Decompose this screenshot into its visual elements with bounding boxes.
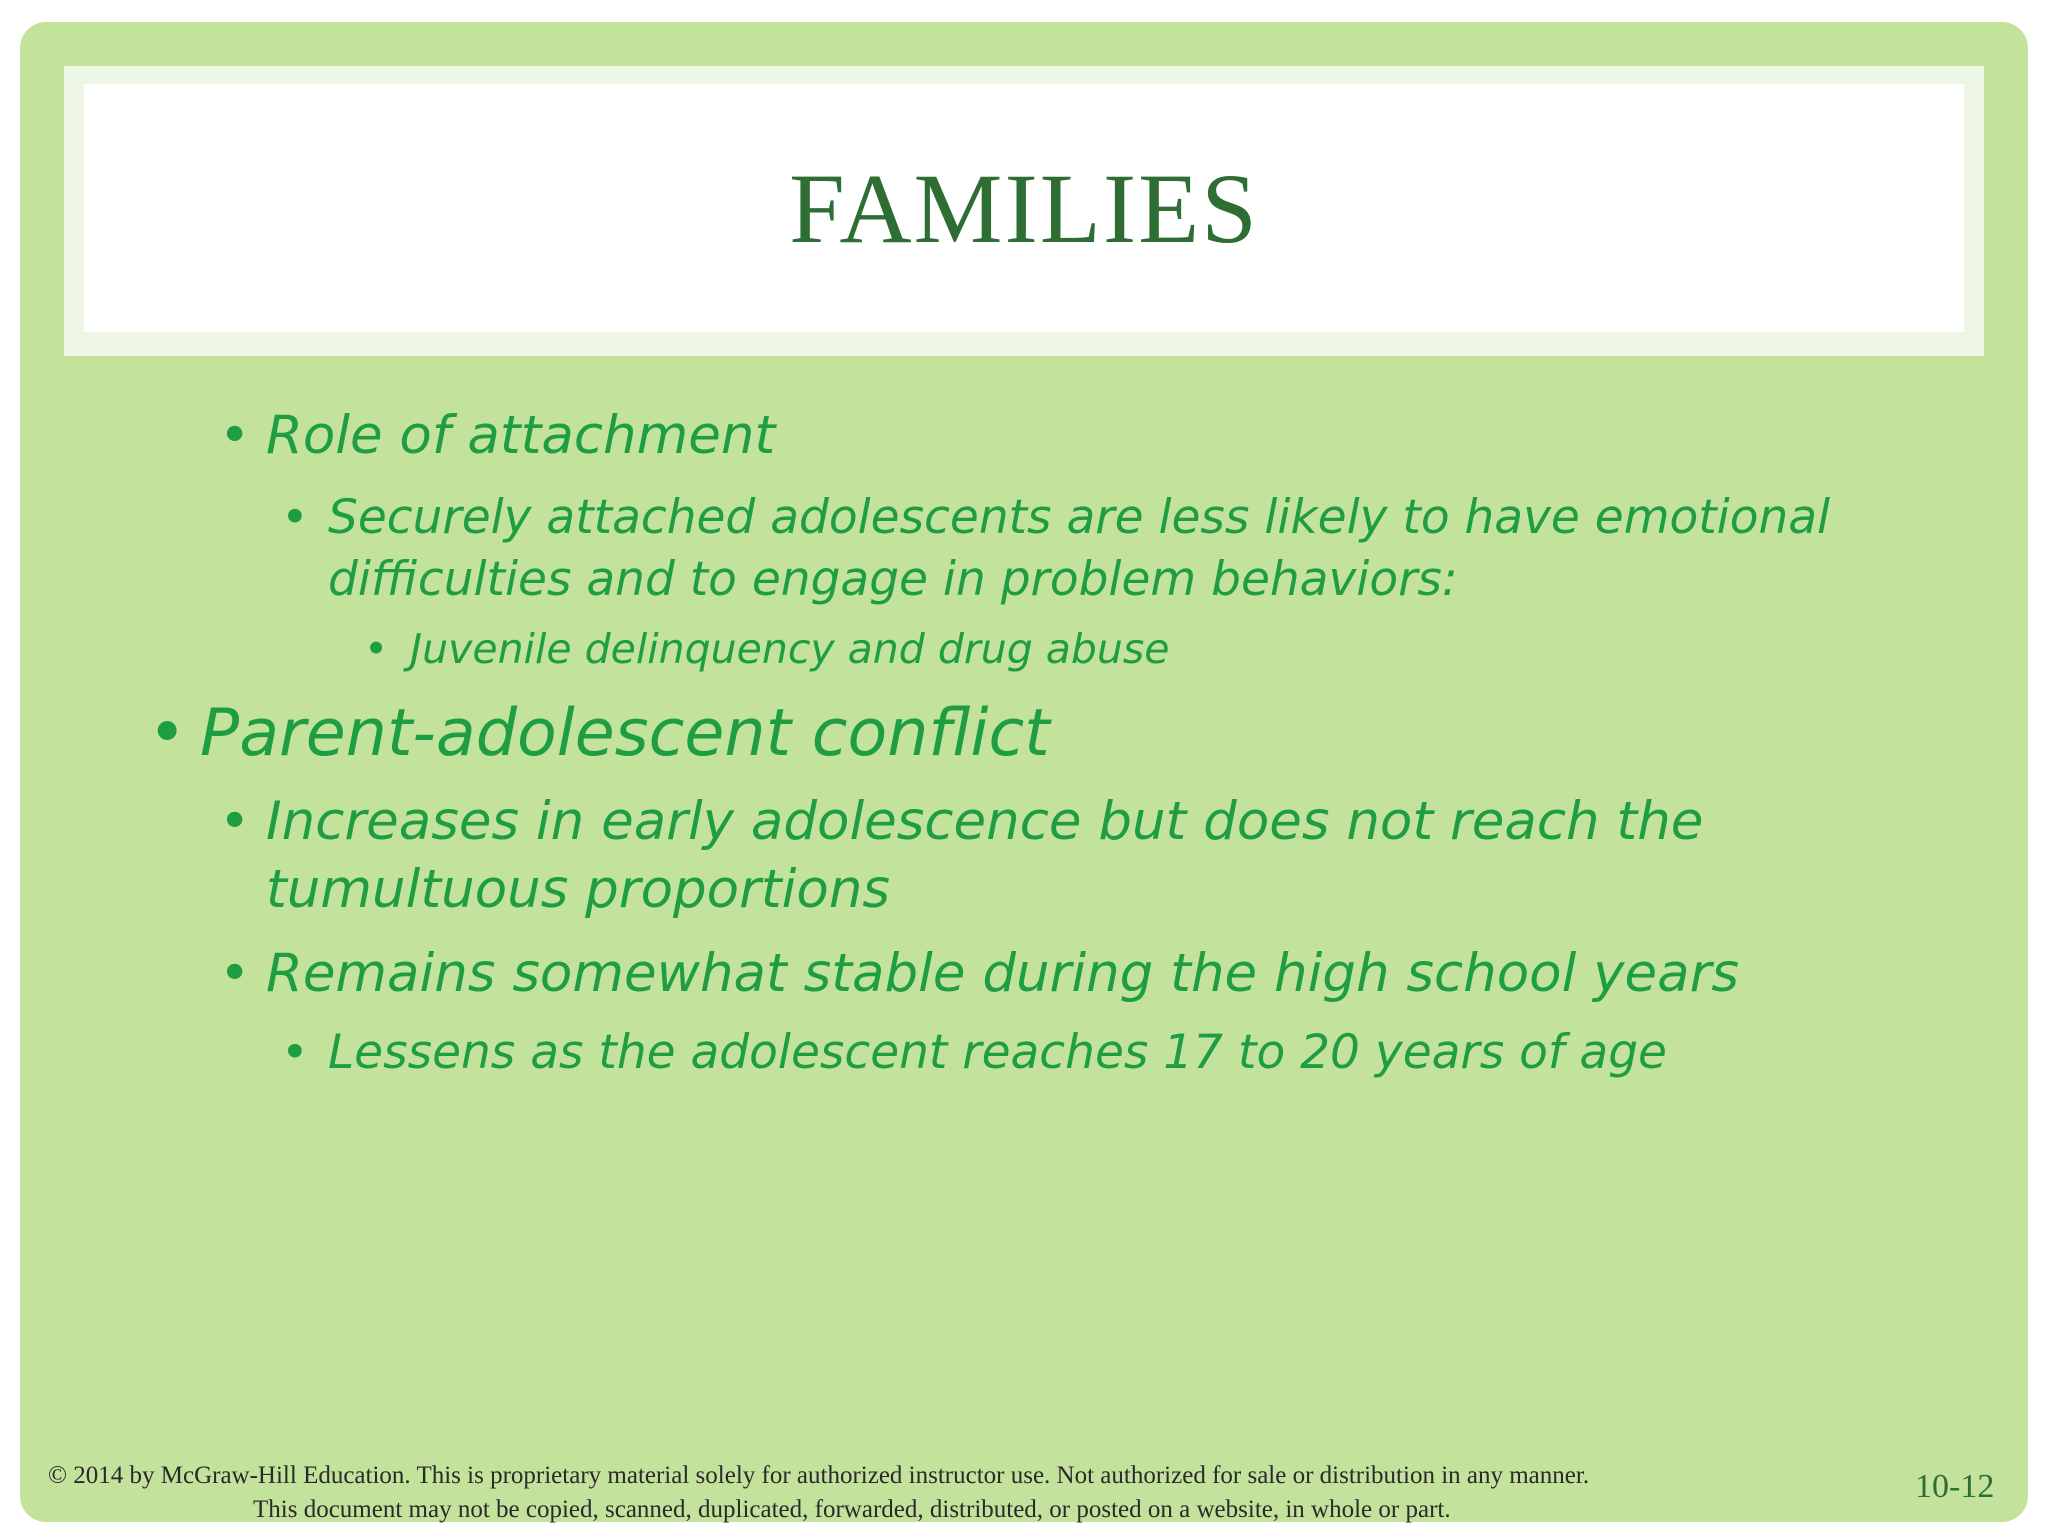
bullet-juvenile-delinquency: [364, 624, 1170, 674]
bullet-text: Lessens as the adolescent reaches 17 to 20 years of age: [328, 1025, 1667, 1080]
bullet-text: Juvenile delinquency and drug abuse: [410, 625, 1170, 673]
bullet-role-of-attachment: [219, 402, 776, 470]
bullet-securely-attached: [281, 487, 1831, 611]
bullet-parent-adolescent-conflict: [148, 696, 1050, 772]
bullet-dot: •: [364, 625, 389, 673]
copyright-line-2: This document may not be copied, scanned, duplicated, forwarded, distributed, or posted on a website, in whole or part.: [253, 1496, 1451, 1523]
bullet-text-line-1: Increases in early adolescence but does not reach the: [266, 791, 1704, 852]
bullet-lessens-with-age: [281, 1022, 1667, 1084]
bullet-text: Role of attachment: [266, 405, 776, 466]
bullet-text-line-2: difficulties and to engage in problem behaviors:: [328, 552, 1458, 607]
bullet-text-line-2: tumultuous proportions: [266, 859, 891, 920]
bullet-dot: •: [148, 696, 187, 771]
bullet-text: Parent-adolescent conflict: [200, 696, 1050, 771]
bullet-increases-early-adolescence: [219, 788, 1704, 924]
slide-title: FAMILIES: [789, 152, 1259, 264]
slide-number: 10-12: [1915, 1468, 1995, 1505]
copyright-line-1: © 2014 by McGraw-Hill Education. This is proprietary material solely for authorized instructor use. Not authorized for sale or distribution in any manner.: [48, 1462, 1590, 1489]
title-box: [84, 84, 1964, 332]
bullet-remains-stable: [219, 940, 1740, 1008]
bullet-dot: •: [219, 791, 251, 852]
bullet-text-line-1: Securely attached adolescents are less likely to have emotional: [328, 490, 1831, 545]
bullet-dot: •: [219, 943, 251, 1004]
bullet-dot: •: [219, 405, 251, 466]
bullet-dot: •: [281, 1025, 309, 1080]
bullet-text: Remains somewhat stable during the high school years: [266, 943, 1740, 1004]
bullet-dot: •: [281, 490, 309, 545]
